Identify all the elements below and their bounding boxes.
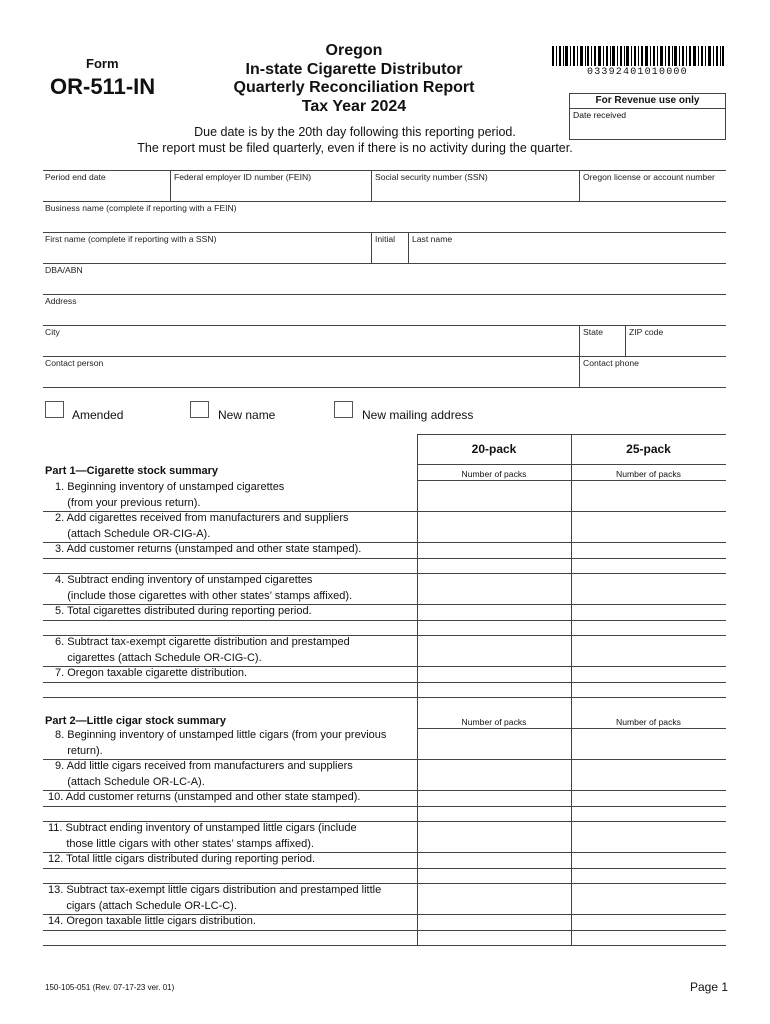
period-end-date-label: Period end date bbox=[45, 172, 106, 182]
first-name-label: First name (complete if reporting with a SSN) bbox=[45, 234, 217, 244]
line-11-text bbox=[48, 821, 357, 852]
initial-label: Initial bbox=[375, 234, 396, 244]
line-3-25pack-input[interactable] bbox=[573, 544, 725, 557]
oregon-license-label: Oregon license or account number bbox=[583, 172, 715, 182]
line-11-text-a: 11. Subtract ending inventory of unstamped little cigars (include bbox=[48, 822, 357, 834]
state-label: State bbox=[583, 327, 604, 337]
line-11-25pack-input[interactable] bbox=[573, 823, 725, 851]
line-9-text bbox=[55, 759, 353, 790]
amended-label: Amended bbox=[72, 408, 124, 422]
form-title bbox=[214, 42, 494, 116]
last-name-field[interactable] bbox=[410, 245, 725, 262]
line-5-20pack-input[interactable] bbox=[419, 606, 569, 619]
line-7-25pack-input[interactable] bbox=[573, 668, 725, 681]
part1-title: Part 1—Cigarette stock summary bbox=[45, 465, 219, 477]
line-5-text: 5. Total cigarettes distributed during reporting period. bbox=[55, 605, 312, 617]
line-2-20pack-input[interactable] bbox=[419, 513, 569, 541]
ssn-label: Social security number (SSN) bbox=[375, 172, 488, 182]
revenue-use-title: For Revenue use only bbox=[570, 94, 725, 109]
line-11-20pack-input[interactable] bbox=[419, 823, 569, 851]
first-name-field[interactable] bbox=[44, 245, 370, 262]
line-8-25pack-input[interactable] bbox=[573, 730, 725, 758]
form-number: OR-511-IN bbox=[50, 74, 156, 99]
line-2-text-b: (attach Schedule OR-CIG-A). bbox=[55, 527, 211, 540]
filing-requirement-line: The report must be filed quarterly, even if there is no activity during the quarter. bbox=[137, 141, 573, 155]
date-received-label: Date received bbox=[573, 110, 627, 120]
line-2-text-a: 2. Add cigarettes received from manufacturers and suppliers bbox=[55, 512, 349, 524]
line-7-20pack-input[interactable] bbox=[419, 668, 569, 681]
initial-field[interactable] bbox=[373, 245, 407, 262]
business-name-field[interactable] bbox=[44, 214, 725, 231]
due-date-note bbox=[0, 124, 710, 156]
unit-label-20-part1: Number of packs bbox=[461, 469, 527, 479]
line-6-text-b: cigarettes (attach Schedule OR-CIG-C). bbox=[55, 651, 262, 664]
col-header-25-pack: 25-pack bbox=[626, 442, 671, 456]
line-9-text-b: (attach Schedule OR-LC-A). bbox=[55, 775, 205, 788]
zip-label: ZIP code bbox=[629, 327, 664, 337]
line-13-text-a: 13. Subtract tax-exempt little cigars distribution and prestamped little bbox=[48, 884, 382, 896]
line-6-25pack-input[interactable] bbox=[573, 637, 725, 665]
title-line-year: Tax Year 2024 bbox=[301, 97, 407, 115]
line-9-25pack-input[interactable] bbox=[573, 761, 725, 789]
unit-label-25-part2: Number of packs bbox=[616, 717, 681, 727]
line-14-text: 14. Oregon taxable little cigars distribution. bbox=[48, 915, 256, 927]
line-6-text-a: 6. Subtract tax-exempt cigarette distribution and prestamped bbox=[55, 636, 350, 648]
line-3-20pack-input[interactable] bbox=[419, 544, 569, 557]
page-number: Page 1 bbox=[690, 980, 729, 994]
business-name-label: Business name (complete if reporting with a FEIN) bbox=[45, 203, 237, 213]
line-1-25pack-input[interactable] bbox=[573, 482, 725, 510]
barcode bbox=[552, 46, 724, 66]
line-13-text-b: cigars (attach Schedule OR-LC-C). bbox=[48, 899, 237, 912]
line-8-text bbox=[55, 728, 386, 759]
line-12-20pack-input[interactable] bbox=[419, 854, 569, 867]
ssn-field[interactable] bbox=[373, 183, 578, 200]
line-6-20pack-input[interactable] bbox=[419, 637, 569, 665]
line-1-text-b: (from your previous return). bbox=[55, 496, 201, 509]
barcode-number: 03392401010000 bbox=[587, 67, 688, 78]
line-1-text-a: 1. Beginning inventory of unstamped cigarettes bbox=[55, 481, 285, 493]
new-mailing-address-label: New mailing address bbox=[362, 408, 474, 422]
contact-person-field[interactable] bbox=[44, 369, 578, 386]
line-11-text-b: those little cigars with other states’ stamps affixed). bbox=[48, 837, 314, 850]
line-3-text: 3. Add customer returns (unstamped and other state stamped). bbox=[55, 543, 362, 555]
line-7-text: 7. Oregon taxable cigarette distribution. bbox=[55, 667, 248, 679]
dba-field[interactable] bbox=[44, 276, 725, 293]
new-name-label: New name bbox=[218, 408, 276, 422]
unit-label-25-part1: Number of packs bbox=[616, 469, 681, 479]
title-line-state: Oregon bbox=[325, 42, 383, 59]
amended-checkbox[interactable] bbox=[45, 401, 64, 418]
address-field[interactable] bbox=[44, 307, 725, 324]
line-10-text: 10. Add customer returns (unstamped and other state stamped). bbox=[48, 791, 361, 803]
title-line-type: Quarterly Reconciliation Report bbox=[233, 79, 475, 96]
line-14-25pack-input[interactable] bbox=[573, 916, 725, 929]
due-date-line: Due date is by the 20th day following this reporting period. bbox=[194, 125, 516, 139]
line-9-20pack-input[interactable] bbox=[419, 761, 569, 789]
line-13-text bbox=[48, 883, 381, 914]
contact-phone-field[interactable] bbox=[581, 369, 725, 386]
line-8-text-a: 8. Beginning inventory of unstamped little cigars (from your previous bbox=[55, 729, 387, 741]
contact-person-label: Contact person bbox=[45, 358, 104, 368]
line-6-text bbox=[55, 635, 350, 666]
fein-label: Federal employer ID number (FEIN) bbox=[174, 172, 312, 182]
last-name-label: Last name bbox=[412, 234, 453, 244]
line-10-25pack-input[interactable] bbox=[573, 792, 725, 805]
unit-label-20-part2: Number of packs bbox=[461, 717, 527, 727]
line-9-text-a: 9. Add little cigars received from manufacturers and suppliers bbox=[55, 760, 353, 772]
period-end-date-field[interactable] bbox=[44, 183, 169, 200]
line-4-20pack-input[interactable] bbox=[419, 575, 569, 603]
col-header-20-pack: 20-pack bbox=[471, 442, 517, 456]
line-4-25pack-input[interactable] bbox=[573, 575, 725, 603]
city-label: City bbox=[45, 327, 60, 337]
fein-field[interactable] bbox=[172, 183, 370, 200]
line-12-text: 12. Total little cigars distributed during reporting period. bbox=[48, 853, 316, 865]
line-1-text bbox=[55, 480, 284, 511]
line-13-20pack-input[interactable] bbox=[419, 885, 569, 913]
zip-field[interactable] bbox=[627, 338, 725, 355]
line-2-text bbox=[55, 511, 348, 542]
line-8-text-b: return). bbox=[55, 744, 103, 757]
line-5-25pack-input[interactable] bbox=[573, 606, 725, 619]
state-field[interactable] bbox=[581, 338, 624, 355]
form-label: Form bbox=[86, 56, 119, 71]
line-12-25pack-input[interactable] bbox=[573, 854, 725, 867]
new-name-checkbox[interactable] bbox=[190, 401, 209, 418]
title-line-name: In-state Cigarette Distributor bbox=[245, 60, 463, 78]
address-label: Address bbox=[45, 296, 77, 306]
line-4-text bbox=[55, 573, 352, 604]
line-10-20pack-input[interactable] bbox=[419, 792, 569, 805]
line-8-20pack-input[interactable] bbox=[419, 730, 569, 758]
line-14-20pack-input[interactable] bbox=[419, 916, 569, 929]
form-code: 150-105-051 (Rev. 07-17-23 ver. 01) bbox=[45, 983, 175, 992]
city-field[interactable] bbox=[44, 338, 578, 355]
line-13-25pack-input[interactable] bbox=[573, 885, 725, 913]
line-4-text-a: 4. Subtract ending inventory of unstamped cigarettes bbox=[55, 574, 313, 586]
line-2-25pack-input[interactable] bbox=[573, 513, 725, 541]
line-1-20pack-input[interactable] bbox=[419, 482, 569, 510]
oregon-license-field[interactable] bbox=[581, 183, 725, 200]
part2-title: Part 2—Little cigar stock summary bbox=[45, 715, 226, 727]
dba-label: DBA/ABN bbox=[45, 265, 83, 275]
new-mailing-address-checkbox[interactable] bbox=[334, 401, 353, 418]
contact-phone-label: Contact phone bbox=[583, 358, 639, 368]
line-4-text-b: (include those cigarettes with other states’ stamps affixed). bbox=[55, 589, 353, 602]
